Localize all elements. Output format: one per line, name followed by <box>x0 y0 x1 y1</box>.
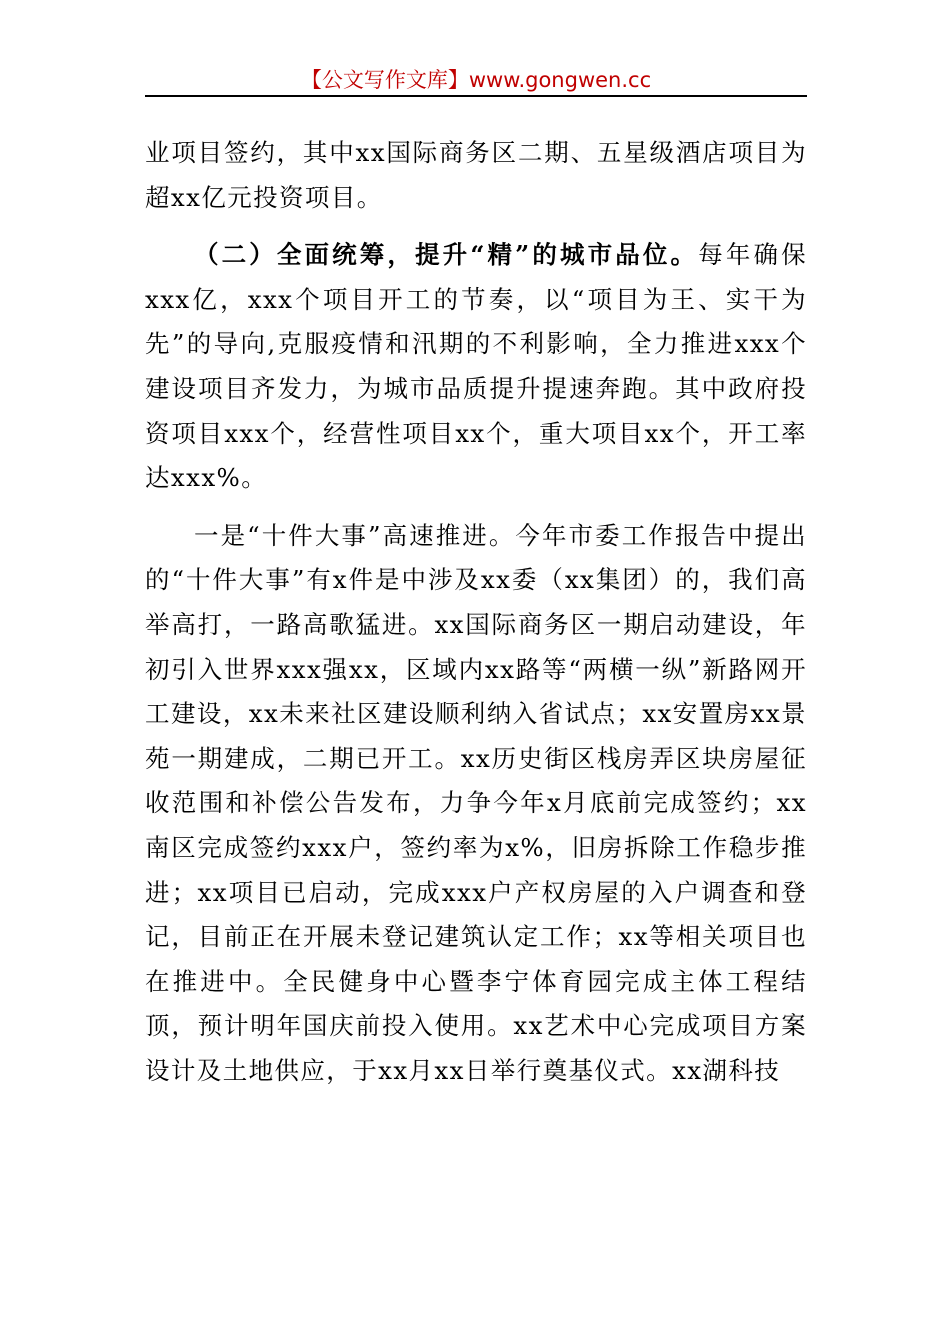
page-header: 【公文写作文库】www.gongwen.cc <box>300 68 652 92</box>
paragraph-text: 一是“十件大事”高速推进。今年市委工作报告中提出的“十件大事”有x件是中涉及xx委（xx集团）的，我们高举高打，一路高歌猛进。xx国际商务区一期启动建设，年初引入世界xxx强xx，区域内xx路等“两横一纵”新路网开工建设，xx未来社区建设顺利纳入省试点；xx安置房xx景苑一期建成，二期已开工。xx历史街区栈房弄区块房屋征收范围和补偿公告发布，力争今年x月底前完成签约；xx南区完成签约xxx户，签约率为x%，旧房拆除工作稳步推进；xx项目已启动，完成xxx户产权房屋的入户调查和登记，目前正在开展未登记建筑认定工作；xx等相关项目也在推进中。全民健身中心暨李宁体育园完成主体工程结顶，预计明年国庆前投入使用。xx艺术中心完成项目方案设计及土地供应，于xx月xx日举行奠基仪式。xx湖科技 <box>145 520 807 1085</box>
paragraph-section-two <box>145 233 807 501</box>
paragraph-text: 业项目签约，其中xx国际商务区二期、五星级酒店项目为超xx亿元投资项目。 <box>145 138 807 212</box>
section-heading: （二）全面统筹，提升“精”的城市品位。 <box>194 240 699 270</box>
paragraph-text: 每年确保xxx亿，xxx个项目开工的节奏，以“项目为王、实干为先”的导向,克服疫情和汛期的不利影响，全力推进xxx个建设项目齐发力，为城市品质提升提速奔跑。其中政府投资项目xxx个，经营性项目xx个，重大项目xx个，开工率达xxx%。 <box>145 240 807 493</box>
document-body <box>145 131 807 1093</box>
paragraph-ten-major-events <box>145 514 807 1094</box>
header-divider <box>145 95 807 97</box>
paragraph-continuation <box>145 131 807 220</box>
